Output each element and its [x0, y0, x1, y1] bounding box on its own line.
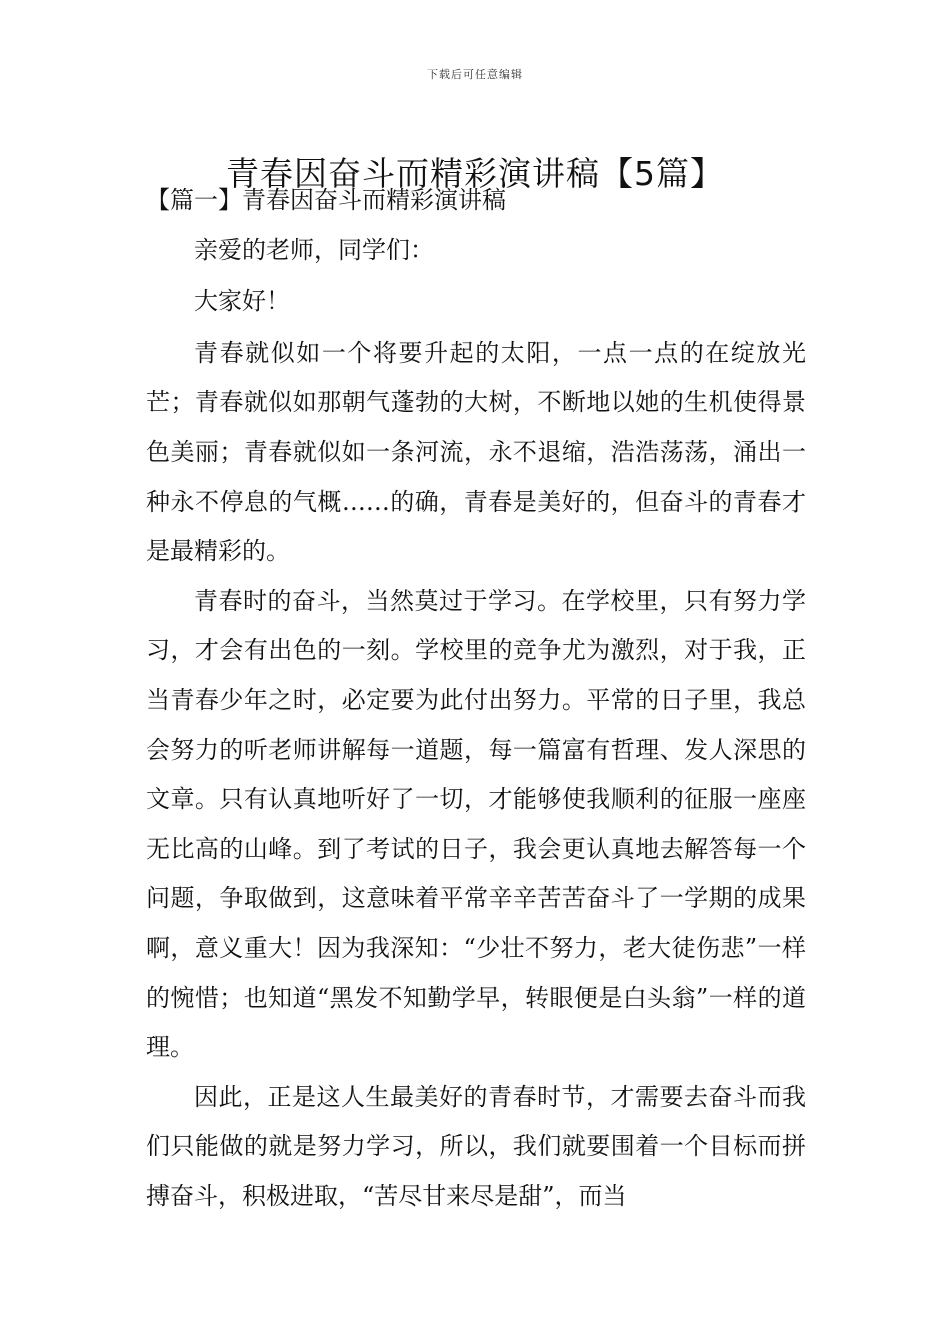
- greeting-paragraph: 大家好！: [194, 287, 290, 316]
- salutation-paragraph: 亲爱的老师，同学们：: [194, 235, 434, 264]
- header-note: 下载后可任意编辑: [427, 68, 523, 81]
- document-title: 青春因奋斗而精彩演讲稿【5篇】: [226, 154, 724, 194]
- body-paragraph: 因此，正是这人生最美好的青春时节，才需要去奋斗而我们只能做的就是努力学习，所以，我们就要围着一个目标而拼搏奋斗，积极进取，“苦尽甘来尽是甜”，而当: [146, 1082, 806, 1210]
- section-heading: 【篇一】青春因奋斗而精彩演讲稿: [146, 186, 506, 214]
- document-body: [146, 176, 806, 1221]
- body-paragraph: 青春时的奋斗，当然莫过于学习。在学校里，只有努力学习，才会有出色的一刻。学校里的竞争尤为激烈，对于我，正当青春少年之时，必定要为此付出努力。平常的日子里，我总会努力的听老师讲解每一道题，每一篇富有哲理、发人深思的文章。只有认真地听好了一切，才能够使我顺利的征服一座座无比高的山峰。到了考试的日子，我会更认真地去解答每一个问题，争取做到，这意味着平常辛辛苦苦奋斗了一学期的成果啊，意义重大！因为我深知：“少壮不努力，老大徒伤悲”一样的惋惜；也知道“黑发不知勤学早，转眼便是白头翁”一样的道理。: [146, 586, 806, 1062]
- body-paragraph: 青春就似如一个将要升起的太阳，一点一点的在绽放光芒；青春就似如那朝气蓬勃的大树，不断地以她的生机使得景色美丽；青春就似如一条河流，永不退缩，浩浩荡荡，涌出一种永不停息的气概……的确，青春是美好的，但奋斗的青春才是最精彩的。: [146, 338, 806, 566]
